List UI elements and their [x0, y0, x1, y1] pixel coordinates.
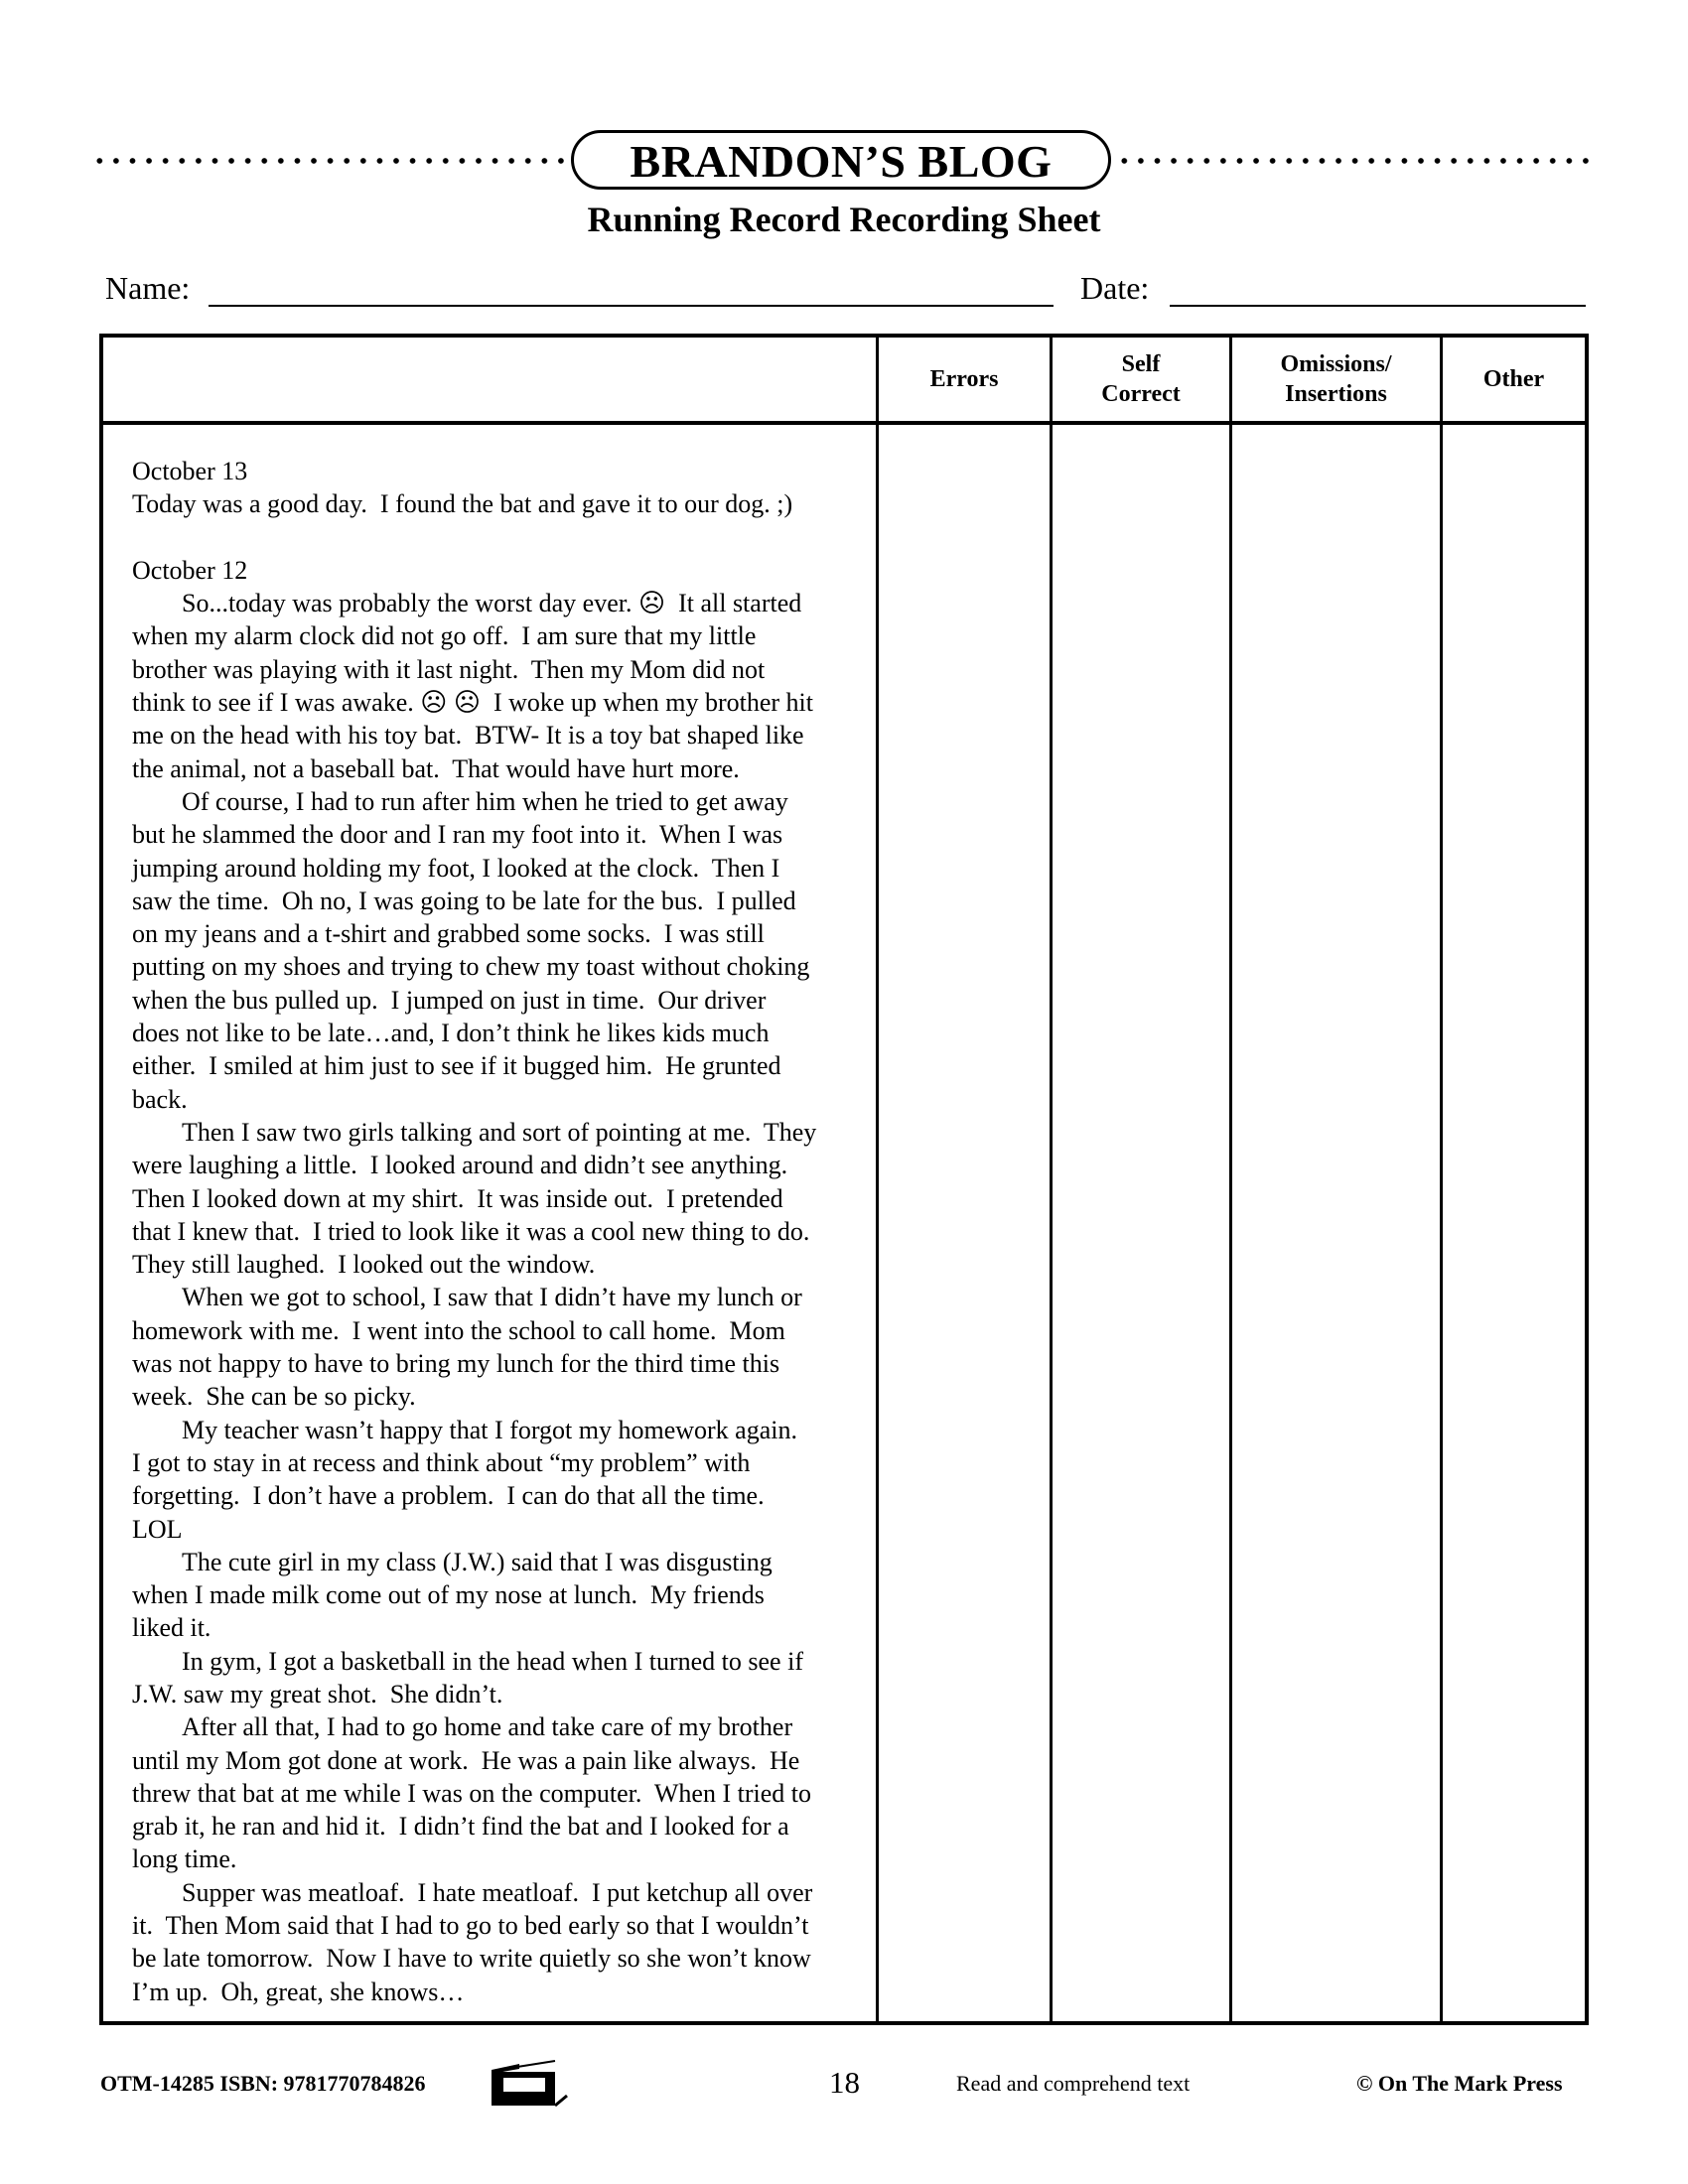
passage-line: Of course, I had to run after him when he tried to get away — [182, 786, 788, 816]
column-divider — [1050, 338, 1053, 2021]
title-banner — [571, 130, 1111, 190]
passage-line: The cute girl in my class (J.W.) said that I was disgusting — [182, 1547, 773, 1576]
page-number: 18 — [829, 2065, 860, 2100]
passage-line: think to see if I was awake. ☹ ☹ I woke up when my brother hit — [132, 688, 813, 718]
passage-line: Then I saw two girls talking and sort of pointing at me. They — [182, 1117, 817, 1147]
passage-line: either. I smiled at him just to see if it bugged him. He grunted — [132, 1051, 781, 1081]
passage-line: brother was playing with it last night. Then my Mom did not — [132, 654, 766, 684]
passage-line: jumping around holding my foot, I looked at the clock. Then I — [132, 853, 780, 883]
passage-line: but he slammed the door and I ran my foot into it. When I was — [132, 820, 783, 850]
passage-line: Supper was meatloaf. I hate meatloaf. I put ketchup all over — [182, 1877, 813, 1907]
column-header-errors — [879, 338, 1050, 421]
header-text: Insertions — [1285, 381, 1387, 407]
blank-line — [132, 521, 867, 554]
column-header-other — [1443, 338, 1585, 421]
header-text: Correct — [1101, 381, 1181, 407]
photocopier-icon — [490, 2060, 569, 2108]
passage-line: liked it. — [132, 1613, 211, 1643]
passage-line: Then I looked down at my shirt. It was inside out. I pretended — [132, 1183, 783, 1213]
passage-line: LOL — [132, 1514, 183, 1544]
passage-line: long time. — [132, 1844, 237, 1874]
passage-line: My teacher wasn’t happy that I forgot my homework again. — [182, 1415, 797, 1444]
passage-line: on my jeans and a t-shirt and grabbed some socks. I was still — [132, 919, 765, 949]
passage-line: So...today was probably the worst day ever. ☹ It all started — [182, 589, 802, 618]
dotted-rule-left — [91, 157, 568, 165]
passage-line: After all that, I had to go home and take care of my brother — [182, 1712, 793, 1742]
passage-line: I’m up. Oh, great, she knows… — [132, 1977, 465, 2006]
passage-line: be late tomorrow. Now I have to write quietly so she won’t know — [132, 1944, 811, 1974]
column-divider — [1229, 338, 1232, 2021]
column-divider — [1440, 338, 1443, 2021]
passage-line: When we got to school, I saw that I didn’t have my lunch or — [182, 1283, 802, 1312]
header-text: Errors — [929, 366, 999, 392]
publisher-credit: © On The Mark Press — [1356, 2071, 1563, 2096]
passage-line: me on the head with his toy bat. BTW- It is a toy bat shaped like — [132, 721, 804, 751]
passage-line: the animal, not a baseball bat. That would have hurt more. — [132, 753, 740, 783]
passage-line: putting on my shoes and trying to chew my toast without choking — [132, 952, 810, 982]
passage-line: saw the time. Oh no, I was going to be late for the bus. I pulled — [132, 886, 796, 915]
page-title: BRANDON’S BLOG — [630, 136, 1053, 187]
running-record-table — [99, 334, 1589, 2025]
column-header-omissions-insertions — [1232, 338, 1440, 421]
reading-passage — [132, 455, 867, 2008]
passage-line: forgetting. I don’t have a problem. I can do that all the time. — [132, 1481, 765, 1511]
header-text: Self — [1121, 351, 1161, 377]
product-code: OTM-14285 ISBN: 9781770784826 — [100, 2071, 426, 2096]
passage-line: was not happy to have to bring my lunch for the third time this — [132, 1349, 780, 1379]
column-header-self-correct — [1053, 338, 1229, 421]
name-label: Name: — [105, 270, 191, 306]
dotted-rule-right — [1116, 157, 1591, 165]
date-label: Date: — [1080, 270, 1150, 306]
passage-line: when my alarm clock did not go off. I am sure that my little — [132, 621, 757, 651]
passage-line: October 13 — [132, 457, 248, 485]
passage-line: October 12 — [132, 555, 248, 585]
name-field[interactable] — [209, 305, 1054, 307]
passage-line: does not like to be late…and, I don’t think he likes kids much — [132, 1019, 770, 1048]
skill-label: Read and comprehend text — [956, 2071, 1191, 2096]
passage-line: until my Mom got done at work. He was a pain like always. He — [132, 1745, 800, 1775]
passage-line: I got to stay in at recess and think about “my problem” with — [132, 1447, 751, 1477]
passage-line: it. Then Mom said that I had to go to bed early so that I wouldn’t — [132, 1911, 809, 1941]
passage-line: when I made milk come out of my nose at lunch. My friends — [132, 1580, 765, 1610]
header-text: Omissions/ — [1280, 351, 1392, 377]
passage-line: week. She can be so picky. — [132, 1382, 416, 1412]
passage-line: In gym, I got a basketball in the head when I turned to see if — [182, 1646, 803, 1676]
sheet-subtitle: Running Record Recording Sheet — [587, 200, 1101, 239]
column-divider — [876, 338, 879, 2021]
date-field[interactable] — [1170, 305, 1586, 307]
header-text: Other — [1482, 366, 1545, 392]
header-divider — [103, 421, 1585, 425]
passage-line: were laughing a little. I looked around and didn’t see anything. — [132, 1151, 788, 1180]
passage-line: when the bus pulled up. I jumped on just in time. Our driver — [132, 985, 767, 1015]
passage-line: J.W. saw my great shot. She didn’t. — [132, 1679, 503, 1708]
passage-line: back. — [132, 1084, 188, 1114]
passage-line: grab it, he ran and hid it. I didn’t find the bat and I looked for a — [132, 1812, 789, 1842]
passage-line: Today was a good day. I found the bat and gave it to our dog. ;) — [132, 489, 793, 519]
passage-line: They still laughed. I looked out the window. — [132, 1250, 596, 1280]
passage-line: homework with me. I went into the school to call home. Mom — [132, 1315, 785, 1345]
passage-line: threw that bat at me while I was on the computer. When I tried to — [132, 1778, 811, 1808]
passage-line: that I knew that. I tried to look like it was a cool new thing to do. — [132, 1216, 810, 1246]
